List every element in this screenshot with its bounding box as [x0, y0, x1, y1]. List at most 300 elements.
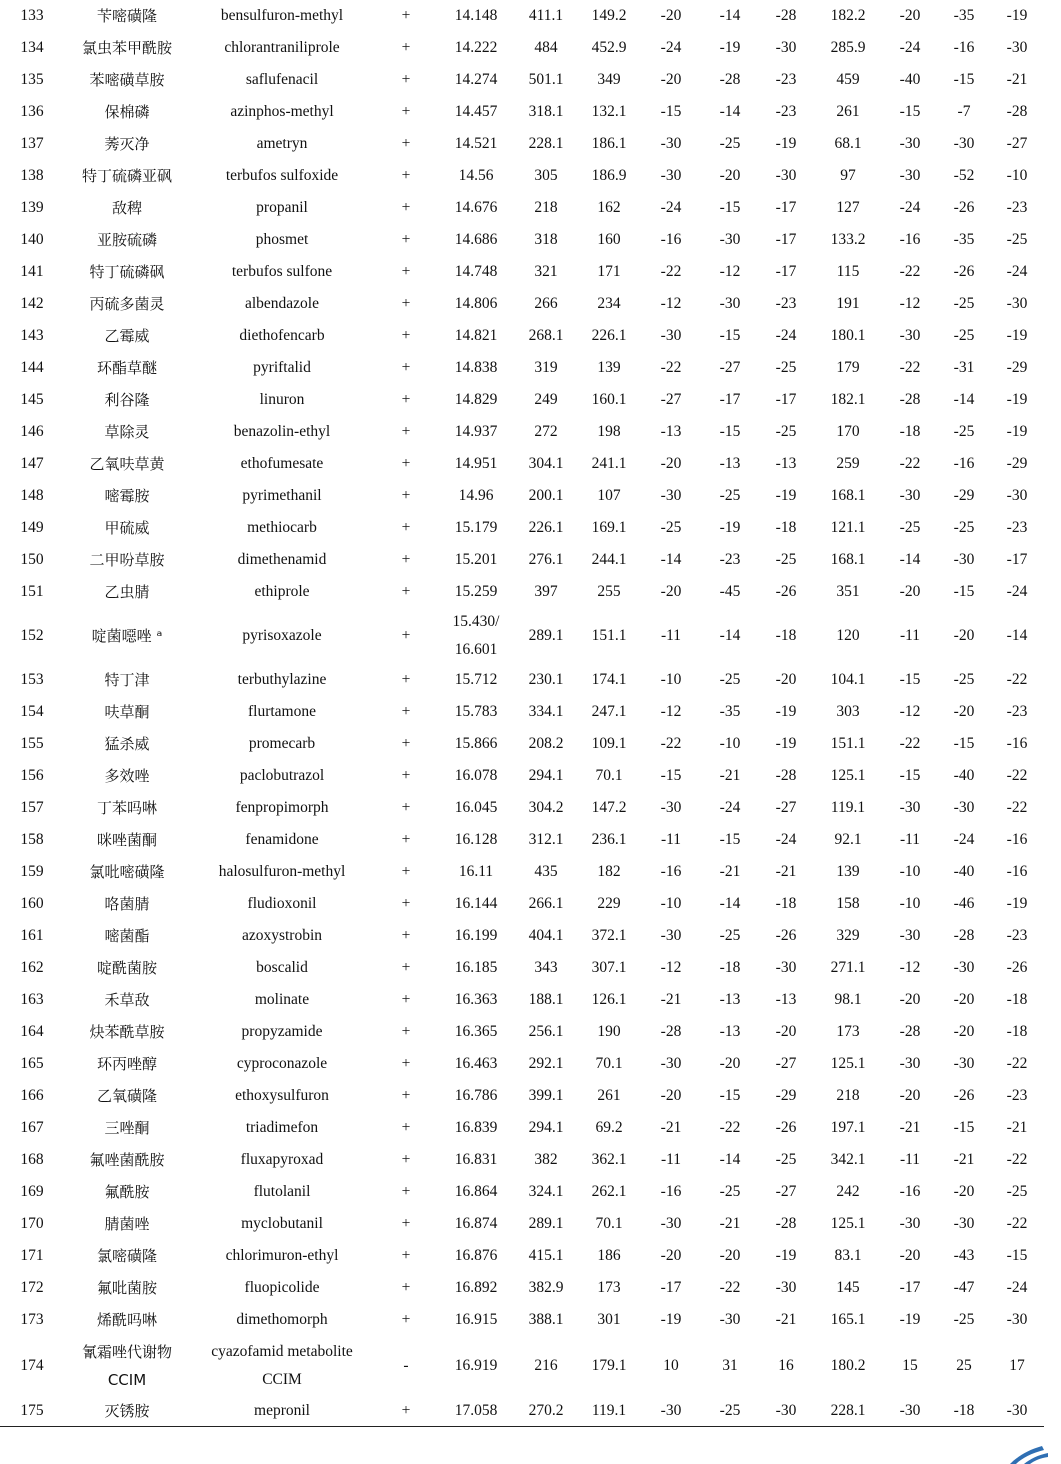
- cell-ionization-mode: +: [401, 391, 411, 409]
- cell-retention-time: 17.058: [454, 1402, 498, 1420]
- cell-ionization-mode: +: [401, 199, 411, 217]
- cell-value-5: -27: [775, 1055, 797, 1073]
- cell-retention-time: 16.876: [454, 1247, 498, 1265]
- cell-product-ion-1: 198: [597, 423, 621, 441]
- cell-value-7: -30: [899, 799, 921, 817]
- cell-value-5: -28: [775, 7, 797, 25]
- cell-value-3: -20: [660, 583, 682, 601]
- table-row: [0, 544, 1044, 576]
- cell-value-8: -16: [953, 39, 975, 57]
- cell-value-7: -30: [899, 487, 921, 505]
- cell-ionization-mode: +: [401, 71, 411, 89]
- cell-row-number: 148: [20, 487, 44, 505]
- cell-product-ion-1: 229: [597, 895, 621, 913]
- cell-value-3: -30: [660, 135, 682, 153]
- cell-product-ion-1: 151.1: [591, 627, 627, 645]
- cell-value-4: -15: [719, 831, 741, 849]
- cell-precursor-ion: 484: [534, 39, 558, 57]
- cell-precursor-ion: 404.1: [528, 927, 564, 945]
- cell-value-8: -25: [953, 327, 975, 345]
- cell-retention-time: 16.363: [454, 991, 498, 1009]
- cell-value-9: -15: [1006, 1247, 1028, 1265]
- cell-product-ion-1: 372.1: [591, 927, 627, 945]
- cell-english-name: ethiprole: [254, 583, 310, 601]
- cell-value-5: -17: [775, 199, 797, 217]
- cell-precursor-ion: 188.1: [528, 991, 564, 1009]
- cell-product-ion-1: 241.1: [591, 455, 627, 473]
- cell-value-5: -30: [775, 39, 797, 57]
- cell-row-number: 172: [20, 1279, 44, 1297]
- cell-product-ion-1: 255: [597, 583, 621, 601]
- cell-value-7: -22: [899, 359, 921, 377]
- cell-product-ion-1: 262.1: [591, 1183, 627, 1201]
- cell-value-9: -23: [1006, 1087, 1028, 1105]
- cell-english-name: cyproconazole: [236, 1055, 328, 1073]
- cell-product-ion-2: 191: [836, 295, 860, 313]
- cell-value-5: -27: [775, 799, 797, 817]
- cell-retention-time: 16.185: [454, 959, 498, 977]
- cell-english-name: fenpropimorph: [235, 799, 329, 817]
- table-row: [0, 320, 1044, 352]
- cell-product-ion-1: 186.1: [591, 135, 627, 153]
- cell-value-5: -21: [775, 863, 797, 881]
- cell-retention-time: 15.201: [454, 551, 498, 569]
- cell-value-8: -25: [953, 671, 975, 689]
- cell-value-4: -25: [719, 1183, 741, 1201]
- cell-row-number: 154: [20, 703, 44, 721]
- cell-product-ion-2: 120: [836, 627, 860, 645]
- cell-row-number: 158: [20, 831, 44, 849]
- table-row: [0, 480, 1044, 512]
- cell-value-4: -35: [719, 703, 741, 721]
- cell-english-name: paclobutrazol: [239, 767, 325, 785]
- cell-ionization-mode: +: [401, 327, 411, 345]
- cell-ionization-mode: +: [401, 39, 411, 57]
- cell-value-5: -27: [775, 1183, 797, 1201]
- cell-product-ion-2: 125.1: [830, 1215, 866, 1233]
- cell-value-8: -25: [953, 1311, 975, 1329]
- cell-value-4: -15: [719, 199, 741, 217]
- cell-chinese-name: 保棉磷: [104, 102, 150, 121]
- cell-retention-time: 14.56: [458, 167, 494, 185]
- table-row: [0, 792, 1044, 824]
- cell-retention-time: 14.937: [454, 423, 498, 441]
- cell-row-number: 140: [20, 231, 44, 249]
- cell-value-3: -28: [660, 1023, 682, 1041]
- cell-product-ion-2: 165.1: [830, 1311, 866, 1329]
- cell-chinese-name: 环酯草醚: [96, 358, 157, 377]
- cell-value-3: -13: [660, 423, 682, 441]
- cell-value-5: -30: [775, 1279, 797, 1297]
- cell-retention-time: 16.839: [454, 1119, 498, 1137]
- cell-value-9: -30: [1006, 487, 1028, 505]
- cell-chinese-name: 氟吡菌胺: [96, 1278, 157, 1297]
- cell-value-9: -16: [1006, 863, 1028, 881]
- cell-product-ion-1: 174.1: [591, 671, 627, 689]
- cell-chinese-name: 特丁津: [104, 670, 150, 689]
- cell-product-ion-2: 125.1: [830, 1055, 866, 1073]
- cell-product-ion-2: 342.1: [830, 1151, 866, 1169]
- cell-value-9: -24: [1006, 1279, 1028, 1297]
- cell-precursor-ion: 388.1: [528, 1311, 564, 1329]
- cell-value-8: -25: [953, 519, 975, 537]
- cell-value-7: -16: [899, 1183, 921, 1201]
- cell-english-name: fluxapyroxad: [240, 1151, 324, 1169]
- cell-retention-time: 16.919: [454, 1356, 498, 1374]
- cell-precursor-ion: 318: [534, 231, 558, 249]
- table-row: [0, 1240, 1044, 1272]
- cell-value-5: -13: [775, 991, 797, 1009]
- cell-value-7: -30: [899, 135, 921, 153]
- cell-product-ion-1: 70.1: [595, 767, 623, 785]
- cell-row-number: 167: [20, 1119, 44, 1137]
- cell-row-number: 147: [20, 455, 44, 473]
- cell-value-3: -20: [660, 7, 682, 25]
- cell-product-ion-2: 303: [836, 703, 860, 721]
- cell-english-name: molinate: [254, 991, 310, 1009]
- cell-product-ion-1: 70.1: [595, 1215, 623, 1233]
- cell-product-ion-1: 149.2: [591, 7, 627, 25]
- cell-row-number: 165: [20, 1055, 44, 1073]
- cell-precursor-ion: 382.9: [528, 1279, 564, 1297]
- cell-retention-time: 16.144: [454, 895, 498, 913]
- cell-retention-time: 14.951: [454, 455, 498, 473]
- cell-chinese-name: 乙氧磺隆: [96, 1086, 157, 1105]
- cell-retention-time: 16.045: [454, 799, 498, 817]
- cell-value-9: -28: [1006, 103, 1028, 121]
- cell-retention-time: 16.078: [454, 767, 498, 785]
- table-row: [0, 224, 1044, 256]
- table-row: [0, 512, 1044, 544]
- cell-value-9: -19: [1006, 423, 1028, 441]
- cell-product-ion-1: 234: [597, 295, 621, 313]
- cell-precursor-ion: 292.1: [528, 1055, 564, 1073]
- table-row: [0, 64, 1044, 96]
- cell-chinese-name: 莠灭净: [104, 134, 150, 153]
- cell-value-5: 16: [778, 1356, 794, 1374]
- cell-chinese-name: 氯吡嘧磺隆: [89, 862, 165, 881]
- cell-value-8: -15: [953, 71, 975, 89]
- cell-value-8: -25: [953, 423, 975, 441]
- cell-value-5: -19: [775, 135, 797, 153]
- cell-product-ion-2: 104.1: [830, 671, 866, 689]
- cell-value-8: 25: [956, 1356, 972, 1374]
- cell-retention-time: 14.274: [454, 71, 498, 89]
- cell-retention-time: 15.783: [454, 703, 498, 721]
- cell-product-ion-1: 362.1: [591, 1151, 627, 1169]
- table-row: [0, 96, 1044, 128]
- cell-value-3: -16: [660, 1183, 682, 1201]
- cell-ionization-mode: +: [401, 767, 411, 785]
- cell-english-name: myclobutanil: [241, 1215, 323, 1233]
- cell-value-8: -26: [953, 263, 975, 281]
- cell-ionization-mode: +: [401, 1183, 411, 1201]
- cell-value-4: -28: [719, 71, 741, 89]
- cell-value-8: -30: [953, 551, 975, 569]
- cell-english-name: chlorantraniliprole: [224, 39, 340, 57]
- cell-value-8: -52: [953, 167, 975, 185]
- cell-value-9: -18: [1006, 1023, 1028, 1041]
- cell-chinese-name: 二甲吩草胺: [89, 550, 165, 569]
- cell-precursor-ion: 304.1: [528, 455, 564, 473]
- cell-chinese-name: 环丙唑醇: [96, 1054, 157, 1073]
- cell-value-9: 17: [1009, 1356, 1025, 1374]
- cell-value-5: -30: [775, 167, 797, 185]
- table-row: [0, 1272, 1044, 1304]
- cell-product-ion-1: 261: [597, 1087, 621, 1105]
- cell-value-7: -18: [899, 423, 921, 441]
- cell-retention-time: 16.199: [454, 927, 498, 945]
- cell-value-7: -30: [899, 1055, 921, 1073]
- cell-value-7: -30: [899, 1215, 921, 1233]
- cell-ionization-mode: +: [401, 487, 411, 505]
- cell-value-7: -10: [899, 895, 921, 913]
- cell-english-name: fenamidone: [245, 831, 319, 849]
- cell-value-8: -7: [957, 103, 971, 121]
- table-row: [0, 0, 1044, 32]
- cell-chinese-name: 呋草酮: [104, 702, 150, 721]
- cell-english-name: terbufos sulfoxide: [225, 167, 339, 185]
- cell-precursor-ion: 318.1: [528, 103, 564, 121]
- cell-value-3: -10: [660, 895, 682, 913]
- cell-row-number: 173: [20, 1311, 44, 1329]
- cell-value-7: -30: [899, 167, 921, 185]
- cell-chinese-name: 猛杀威: [104, 734, 150, 753]
- cell-retention-time: 16.831: [454, 1151, 498, 1169]
- table-bottom-rule: [0, 1426, 1044, 1427]
- cell-value-4: -13: [719, 991, 741, 1009]
- cell-value-7: -25: [899, 519, 921, 537]
- cell-ionization-mode: +: [401, 1023, 411, 1041]
- table-row: [0, 256, 1044, 288]
- cell-product-ion-2: 97: [840, 167, 856, 185]
- cell-product-ion-1: 452.9: [591, 39, 627, 57]
- cell-value-9: -30: [1006, 39, 1028, 57]
- cell-precursor-ion: 304.2: [528, 799, 564, 817]
- cell-precursor-ion: 289.1: [528, 1215, 564, 1233]
- cell-english-name: cyazofamid metabolite CCIM: [211, 1342, 353, 1388]
- cell-chinese-name: 氟唑菌酰胺: [89, 1150, 165, 1169]
- cell-value-3: -30: [660, 167, 682, 185]
- cell-precursor-ion: 382: [534, 1151, 558, 1169]
- cell-product-ion-1: 179.1: [591, 1356, 627, 1374]
- cell-ionization-mode: +: [401, 519, 411, 537]
- cell-ionization-mode: +: [401, 7, 411, 25]
- cell-precursor-ion: 266.1: [528, 895, 564, 913]
- cell-product-ion-2: 133.2: [830, 231, 866, 249]
- cell-chinese-name: 苯嘧磺草胺: [89, 70, 165, 89]
- table-row: [0, 1080, 1044, 1112]
- cell-value-5: -30: [775, 1402, 797, 1420]
- cell-retention-time: 14.676: [454, 199, 498, 217]
- cell-value-4: -27: [719, 359, 741, 377]
- cell-value-3: -15: [660, 767, 682, 785]
- cell-product-ion-2: 259: [836, 455, 860, 473]
- cell-precursor-ion: 411.1: [528, 7, 564, 25]
- table-row: [0, 1048, 1044, 1080]
- cell-retention-time: 14.748: [454, 263, 498, 281]
- cell-product-ion-1: 247.1: [591, 703, 627, 721]
- cell-value-5: -17: [775, 231, 797, 249]
- cell-value-5: -28: [775, 1215, 797, 1233]
- cell-ionization-mode: +: [401, 703, 411, 721]
- cell-row-number: 166: [20, 1087, 44, 1105]
- cell-precursor-ion: 324.1: [528, 1183, 564, 1201]
- cell-value-4: -25: [719, 927, 741, 945]
- cell-value-3: -30: [660, 1055, 682, 1073]
- cell-precursor-ion: 501.1: [528, 71, 564, 89]
- cell-product-ion-2: 168.1: [830, 487, 866, 505]
- cell-value-9: -18: [1006, 991, 1028, 1009]
- cell-row-number: 134: [20, 39, 44, 57]
- cell-ionization-mode: +: [401, 671, 411, 689]
- cell-value-8: -15: [953, 735, 975, 753]
- cell-product-ion-2: 158: [836, 895, 860, 913]
- cell-value-4: -13: [719, 1023, 741, 1041]
- cell-value-9: -24: [1006, 583, 1028, 601]
- cell-english-name: ethofumesate: [240, 455, 324, 473]
- cell-value-8: -30: [953, 135, 975, 153]
- cell-chinese-name: 氰霜唑代谢物 CCIM: [81, 1342, 172, 1389]
- cell-value-8: -31: [953, 359, 975, 377]
- cell-value-5: -29: [775, 1087, 797, 1105]
- cell-value-8: -40: [953, 767, 975, 785]
- cell-value-5: -26: [775, 1119, 797, 1137]
- cell-value-7: -24: [899, 39, 921, 57]
- cell-chinese-name: 氟酰胺: [104, 1182, 150, 1201]
- cell-product-ion-2: 92.1: [834, 831, 862, 849]
- cell-retention-time: 15.430/ 16.601: [452, 613, 500, 658]
- cell-row-number: 175: [20, 1402, 44, 1420]
- table-row: [0, 448, 1044, 480]
- cell-chinese-name: 特丁硫磷亚砜: [81, 166, 172, 185]
- cell-precursor-ion: 276.1: [528, 551, 564, 569]
- cell-product-ion-2: 145: [836, 1279, 860, 1297]
- cell-chinese-name: 腈菌唑: [104, 1214, 150, 1233]
- cell-value-9: -17: [1006, 551, 1028, 569]
- cell-chinese-name: 氯虫苯甲酰胺: [81, 38, 172, 57]
- cell-row-number: 160: [20, 895, 44, 913]
- table-row: [0, 32, 1044, 64]
- cell-product-ion-2: 197.1: [830, 1119, 866, 1137]
- cell-retention-time: 15.179: [454, 519, 498, 537]
- cell-english-name: terbuthylazine: [237, 671, 327, 689]
- cell-value-3: -30: [660, 487, 682, 505]
- cell-ionization-mode: +: [401, 167, 411, 185]
- cell-precursor-ion: 305: [534, 167, 558, 185]
- cell-value-3: -27: [660, 391, 682, 409]
- cell-value-3: -22: [660, 263, 682, 281]
- cell-value-9: -30: [1006, 295, 1028, 313]
- cell-value-9: -10: [1006, 167, 1028, 185]
- cell-value-3: -25: [660, 519, 682, 537]
- cell-row-number: 171: [20, 1247, 44, 1265]
- cell-value-9: -25: [1006, 231, 1028, 249]
- cell-product-ion-2: 285.9: [830, 39, 866, 57]
- cell-value-4: -15: [719, 1087, 741, 1105]
- cell-ionization-mode: +: [401, 263, 411, 281]
- cell-ionization-mode: +: [401, 423, 411, 441]
- cell-retention-time: 14.222: [454, 39, 498, 57]
- cell-value-5: -19: [775, 703, 797, 721]
- publisher-logo-icon: [990, 1444, 1050, 1464]
- table-row: [0, 1395, 1044, 1427]
- cell-product-ion-2: 242: [836, 1183, 860, 1201]
- cell-row-number: 138: [20, 167, 44, 185]
- cell-retention-time: 14.838: [454, 359, 498, 377]
- cell-value-3: -21: [660, 1119, 682, 1137]
- table-row: [0, 352, 1044, 384]
- table-row: [0, 416, 1044, 448]
- table-row: [0, 1176, 1044, 1208]
- cell-value-3: -30: [660, 1215, 682, 1233]
- cell-english-name: propanil: [256, 199, 308, 217]
- cell-precursor-ion: 230.1: [528, 671, 564, 689]
- cell-precursor-ion: 319: [534, 359, 558, 377]
- cell-precursor-ion: 272: [534, 423, 558, 441]
- cell-value-8: -15: [953, 583, 975, 601]
- cell-value-5: -17: [775, 391, 797, 409]
- cell-precursor-ion: 399.1: [528, 1087, 564, 1105]
- cell-value-5: -18: [775, 519, 797, 537]
- cell-value-8: -20: [953, 627, 975, 645]
- cell-precursor-ion: 249: [534, 391, 558, 409]
- cell-value-4: -30: [719, 231, 741, 249]
- cell-precursor-ion: 397: [534, 583, 558, 601]
- cell-value-3: -12: [660, 703, 682, 721]
- cell-value-3: -30: [660, 1402, 682, 1420]
- cell-value-5: -23: [775, 103, 797, 121]
- cell-ionization-mode: +: [401, 551, 411, 569]
- cell-value-7: -30: [899, 927, 921, 945]
- cell-value-9: -29: [1006, 359, 1028, 377]
- cell-product-ion-1: 107: [597, 487, 621, 505]
- cell-ionization-mode: +: [401, 831, 411, 849]
- cell-value-4: -21: [719, 1215, 741, 1233]
- cell-product-ion-1: 160.1: [591, 391, 627, 409]
- cell-chinese-name: 咯菌腈: [104, 894, 150, 913]
- cell-chinese-name: 啶菌噁唑 ᵃ: [91, 626, 163, 645]
- cell-english-name: diethofencarb: [239, 327, 325, 345]
- cell-retention-time: 14.457: [454, 103, 498, 121]
- cell-chinese-name: 乙虫腈: [104, 582, 150, 601]
- cell-value-5: -25: [775, 423, 797, 441]
- cell-english-name: boscalid: [256, 959, 308, 977]
- cell-value-5: -13: [775, 455, 797, 473]
- cell-chinese-name: 乙氧呋草黄: [89, 454, 165, 473]
- cell-value-5: -26: [775, 927, 797, 945]
- cell-row-number: 153: [20, 671, 44, 689]
- cell-value-8: -47: [953, 1279, 975, 1297]
- cell-ionization-mode: +: [401, 455, 411, 473]
- cell-product-ion-2: 173: [836, 1023, 860, 1041]
- table-row: [0, 288, 1044, 320]
- cell-ionization-mode: +: [401, 1055, 411, 1073]
- cell-retention-time: 16.463: [454, 1055, 498, 1073]
- cell-retention-time: 16.365: [454, 1023, 498, 1041]
- cell-precursor-ion: 334.1: [528, 703, 564, 721]
- cell-chinese-name: 嘧菌酯: [104, 926, 150, 945]
- cell-precursor-ion: 294.1: [528, 1119, 564, 1137]
- cell-value-4: -10: [719, 735, 741, 753]
- cell-product-ion-2: 125.1: [830, 767, 866, 785]
- cell-value-5: -24: [775, 327, 797, 345]
- cell-value-4: -25: [719, 135, 741, 153]
- cell-value-3: -11: [660, 1151, 682, 1169]
- cell-value-3: -24: [660, 199, 682, 217]
- table-row: [0, 1112, 1044, 1144]
- cell-value-7: -15: [899, 767, 921, 785]
